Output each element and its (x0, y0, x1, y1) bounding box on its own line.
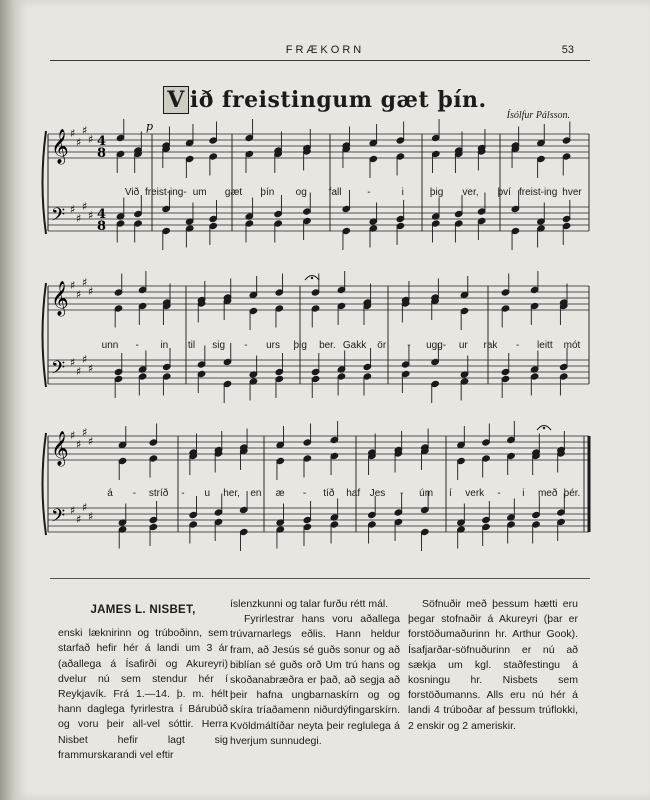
lyric-syllable: u (204, 488, 211, 499)
lyric-syllable: þig (293, 340, 307, 351)
lyric-syllable: - (515, 340, 520, 351)
lyric-syllable: æ (275, 488, 285, 499)
lyric-line (0, 340, 650, 354)
lyric-syllable: - (302, 488, 307, 499)
article-heading: JAMES L. NISBET, (90, 604, 196, 616)
page-number: 53 (561, 44, 574, 56)
sharp-icon: ♯ (82, 200, 88, 213)
lyric-syllable: úm (419, 488, 434, 499)
lyric-syllable: - (367, 187, 371, 198)
sharp-icon: ♯ (82, 276, 88, 289)
lyric-syllable: - (135, 340, 139, 351)
time-signature-bottom: 8 (97, 219, 107, 234)
lyric-syllable: á (107, 488, 113, 499)
lyric-syllable: mót (563, 340, 581, 351)
lyric-syllable: haf (346, 488, 361, 499)
lyric-syllable: þín (260, 187, 275, 198)
lyric-syllable: - (132, 488, 136, 499)
section-rule (50, 578, 590, 579)
treble-clef-icon: 𝄞 (51, 431, 69, 466)
bass-clef-icon: 𝄢 (51, 358, 66, 383)
sharp-icon: ♯ (76, 513, 82, 526)
lyric-syllable: sig (212, 340, 226, 351)
sharp-icon: ♯ (70, 504, 76, 517)
lyric-syllable: hver (562, 187, 582, 198)
lyric-line (0, 187, 650, 201)
composer-credit: Ísólfur Pálsson. (506, 110, 570, 121)
lyric-syllable: gæt (224, 187, 243, 198)
system-brace (43, 433, 47, 535)
lyric-syllable: Við (124, 187, 140, 198)
lyric-syllable: en (250, 488, 262, 499)
treble-clef-icon: 𝄞 (51, 281, 69, 316)
sharp-icon: ♯ (76, 288, 82, 301)
fermata-dot (311, 277, 313, 279)
lyric-line (0, 488, 650, 502)
fermata-dot (543, 427, 545, 429)
lyric-syllable: - (407, 340, 411, 351)
time-signature-top: 4 (97, 207, 107, 222)
lyric-syllable: tíð (323, 488, 335, 499)
article-column-3 (408, 597, 578, 734)
sharp-icon: ♯ (88, 362, 94, 375)
lyric-syllable: ugg- (426, 340, 447, 351)
lyric-syllable: - (497, 488, 501, 499)
article-column-2 (230, 597, 400, 749)
lyric-syllable: unn (101, 340, 119, 351)
article-paragraph: Söfnuðir með þessum hætti eru þegar stofnaðir á Akureyri (þar er forstöðumaðurinn hr. Arthur Gook). Ísafjarðar-söfnuðurinn er nú að sækja um kgl. staðfestingu á kosningu hr. Nisbets sem forstöðumanns. Alls eru nú hér á landi 4 trúboðar af þessum trúflokki, 2 enskir og 2 ameriskir. (408, 598, 578, 732)
lyric-syllable: rak (483, 340, 498, 351)
sharp-icon: ♯ (82, 124, 88, 137)
sharp-icon: ♯ (76, 212, 82, 225)
sharp-icon: ♯ (76, 136, 82, 149)
lyric-syllable: því (497, 187, 511, 198)
title-text: ið freistingum gæt þín. (189, 87, 487, 113)
lyric-syllable: i (401, 187, 404, 198)
lyric-syllable: her, (223, 488, 240, 499)
time-signature-top: 4 (97, 134, 107, 149)
lyric-syllable: með (537, 488, 558, 499)
sharp-icon: ♯ (70, 127, 76, 140)
lyric-syllable: um (192, 187, 207, 198)
lyric-syllable: Jes (369, 488, 386, 499)
lyric-syllable: leitt (537, 340, 553, 351)
treble-clef-icon: 𝄞 (51, 129, 69, 164)
sharp-icon: ♯ (70, 429, 76, 442)
sharp-icon: ♯ (70, 356, 76, 369)
lyric-syllable: þig (429, 187, 444, 198)
lyric-syllable: stríð (148, 488, 169, 499)
bass-clef-icon: 𝄢 (51, 205, 66, 230)
lyric-syllable: þér. (563, 488, 581, 499)
lyric-syllable: Gakk (342, 340, 367, 351)
title-initial: V (163, 86, 189, 114)
sharp-icon: ♯ (70, 279, 76, 292)
lyric-syllable: ver, (462, 187, 479, 198)
system-brace (43, 283, 47, 387)
article-paragraph: íslenzkunni og talar furðu rétt mál. (230, 598, 389, 610)
sharp-icon: ♯ (88, 209, 94, 222)
lyric-syllable: - (181, 488, 185, 499)
sharp-icon: ♯ (82, 426, 88, 439)
lyric-syllable: in (160, 340, 169, 351)
sharp-icon: ♯ (88, 435, 94, 448)
lyric-syllable: og (295, 187, 307, 198)
sharp-icon: ♯ (88, 133, 94, 146)
article-paragraph: Fyrirlestrar hans voru aðallega trúvarnarlegs eðlis. Hann heldur fram, að Jesús sé guðs sonur og að biblían sé guðs orð Um trú hans og skoðanabræðra er það, að segja að þeir hafna ungbarnaskírn og og skíra tríaðamenn niðurdýfingarskírn. Kvöldmáltíðar neyta þeir reglulega á hverjum sunnudegi. (230, 613, 400, 747)
lyric-syllable: fall (328, 187, 342, 198)
sharp-icon: ♯ (76, 365, 82, 378)
system-brace (43, 131, 47, 234)
lyric-syllable: - (244, 340, 248, 351)
lyric-syllable: freist-ing- (145, 187, 187, 198)
sharp-icon: ♯ (76, 438, 82, 451)
sharp-icon: ♯ (88, 510, 94, 523)
dynamic-marking: p (146, 120, 154, 133)
lyric-syllable: i (522, 488, 525, 499)
running-title: FRÆKORN (285, 44, 365, 56)
article-paragraph: enski læknirinn og trúboðinn, sem starfað hefir hér á landi um 3 ár (aðallega á Ísafirði og Akureyri) dvelur nú sem stendur hér í Reykjavík. Frá 1.—14. þ. m. hélt hann daglega fyrirlestra í Bárubúð og voru þeir all-vel sóttir. Herra Nisbet hefir lagt sig frammurskarandi vel eftir (58, 627, 228, 761)
lyric-syllable: ur (458, 340, 468, 351)
bass-clef-icon: 𝄢 (51, 506, 66, 531)
article-column-1 (58, 597, 228, 763)
lyric-syllable: - (400, 488, 404, 499)
lyric-syllable: verk (465, 488, 485, 499)
lyric-syllable: ör (377, 340, 387, 351)
sharp-icon: ♯ (82, 501, 88, 514)
lyric-syllable: urs (266, 340, 280, 351)
sharp-icon: ♯ (88, 285, 94, 298)
lyric-syllable: freist-ing (518, 187, 558, 198)
sharp-icon: ♯ (70, 203, 76, 216)
lyric-syllable: ber. (319, 340, 336, 351)
sharp-icon: ♯ (82, 353, 88, 366)
time-signature-bottom: 8 (97, 146, 107, 161)
lyric-syllable: til (187, 340, 196, 351)
lyric-syllable: í (449, 488, 452, 499)
